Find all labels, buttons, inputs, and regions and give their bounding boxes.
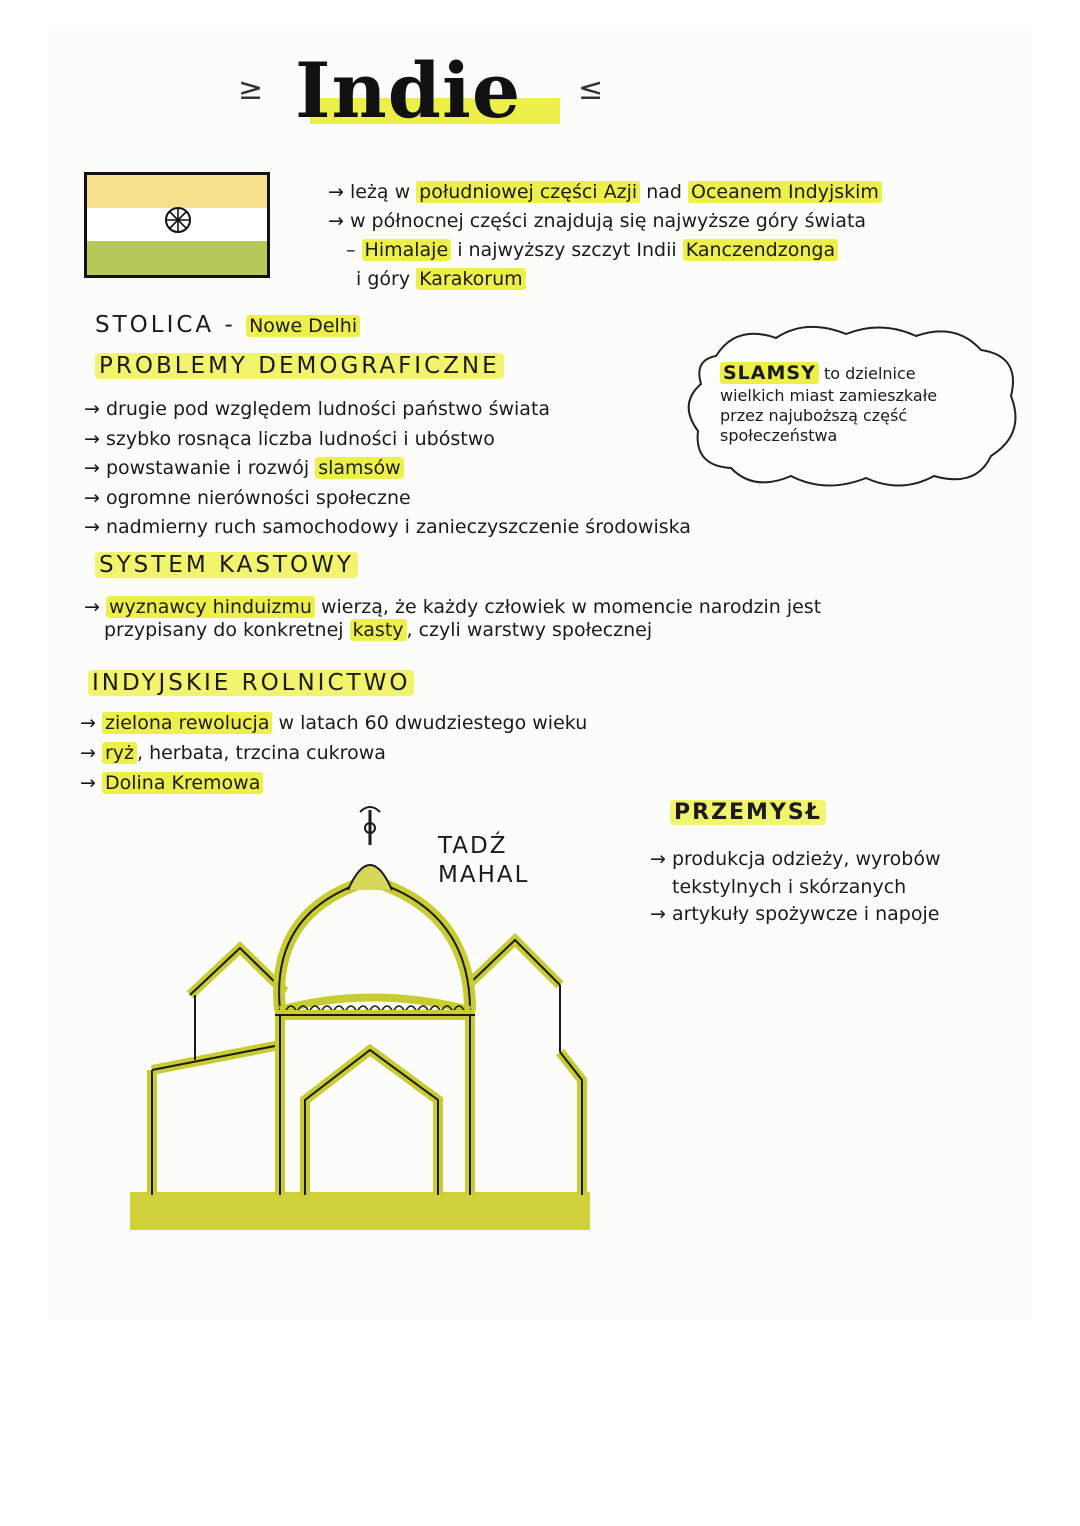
arrow-icon: → [84, 516, 106, 538]
list-item [328, 265, 882, 294]
title-spark-right-icon: ≤ [578, 72, 604, 107]
highlighted-term: Himalaje [362, 239, 452, 261]
industry-heading-text: PRZEMYSŁ [670, 800, 826, 825]
arrow-icon: → [80, 772, 102, 794]
arrow-icon: → [328, 210, 350, 232]
note-text: nadmierny ruch samochodowy i zanieczyszczenie środowiska [105, 516, 691, 538]
highlighted-term: południowej części Azji [416, 181, 640, 203]
agriculture-heading-text: INDYJSKIE ROLNICTWO [88, 670, 414, 696]
slums-line-4: społeczeństwa [720, 425, 838, 445]
slums-line-3: przez najuboższą część [720, 405, 908, 425]
industry-item-1-line-1: produkcja odzieży, wyrobów [671, 848, 941, 870]
list-item [84, 513, 691, 543]
highlighted-term: wyznawcy hinduizmu [106, 596, 315, 618]
arrow-icon: → [80, 712, 102, 734]
ashoka-chakra-icon [164, 206, 192, 234]
india-flag [84, 172, 270, 278]
industry-item-cont [650, 874, 941, 902]
highlighted-term: zielona rewolucja [102, 712, 273, 734]
caste-heading [95, 552, 358, 578]
taj-mahal-label [438, 832, 529, 890]
intro-notes [328, 178, 882, 294]
arrow-icon: → [84, 457, 106, 479]
arrow-icon: → [328, 181, 350, 203]
demography-heading [95, 353, 504, 379]
slums-line-1: to dzielnice [823, 364, 916, 383]
note-text: , czyli warstwy społecznej [406, 618, 653, 641]
demography-list [84, 395, 691, 543]
industry-heading [670, 800, 826, 825]
note-text: leżą w [349, 181, 417, 203]
slums-line-2: wielkich miast zamieszkałe [720, 385, 938, 405]
industry-item: → artykuły spożywcze i napoje [650, 903, 940, 926]
agriculture-heading [88, 670, 414, 696]
list-item [328, 207, 882, 236]
taj-label-line-2: MAHAL [438, 861, 530, 888]
note-text: szybko rosnąca liczba ludności i ubóstwo [105, 427, 495, 450]
note-text: i góry [356, 268, 417, 290]
slums-term: SLAMSY [720, 362, 819, 384]
arrow-icon: – [346, 239, 362, 261]
list-item [84, 395, 691, 425]
slums-definition [720, 362, 937, 446]
note-text: w północnej części znajdują się najwyższe góry świata [349, 210, 867, 232]
capital-line [95, 312, 360, 338]
list-item [328, 178, 882, 207]
highlighted-term: ryż [102, 742, 137, 764]
highlighted-term: Kanczendzonga [683, 239, 838, 261]
note-text: wierzą, że każdy człowiek w momencie narodzin jest [314, 596, 822, 618]
caste-line-2 [84, 619, 821, 642]
highlighted-term: Dolina Kremowa [102, 772, 263, 794]
note-text: w latach 60 dwudziestego wieku [272, 712, 588, 734]
highlighted-term: Oceanem Indyjskim [688, 181, 882, 203]
caste-line-1 [84, 596, 821, 619]
list-item [80, 708, 587, 738]
industry-item: → produkcja odzieży, wyrobów [650, 848, 941, 870]
highlighted-term: slamsów [315, 457, 403, 479]
agriculture-list [80, 708, 587, 798]
capital-label: STOLICA - [95, 312, 236, 338]
taj-label-line-1: TADŹ [438, 833, 508, 859]
highlighted-term: kasty [350, 619, 407, 641]
arrow-icon: → [84, 486, 106, 509]
note-text: , herbata, trzcina cukrowa [137, 742, 386, 764]
industry-item-1-line-2: tekstylnych i skórzanych [672, 875, 907, 898]
arrow-icon: → [84, 398, 106, 420]
page-title: Indie [295, 46, 522, 135]
industry-list [650, 846, 941, 929]
caste-heading-text: SYSTEM KASTOWY [95, 552, 358, 578]
note-text: i najwyższy szczyt Indii [451, 239, 683, 261]
arrow-icon: → [84, 427, 106, 450]
list-item [84, 425, 691, 455]
flag-saffron-stripe [87, 175, 267, 208]
list-item [84, 484, 691, 514]
capital-value: Nowe Delhi [246, 315, 360, 337]
caste-text [84, 596, 821, 642]
note-text: przypisany do konkretnej [104, 618, 350, 641]
note-text: drugie pod względem ludności państwo świata [105, 398, 551, 420]
highlighted-term: Karakorum [416, 268, 526, 290]
title-spark-left-icon: ≥ [238, 72, 264, 107]
arrow-icon: → [84, 596, 106, 618]
list-item [80, 738, 587, 768]
arrow-icon: → [80, 742, 102, 764]
list-item [84, 454, 691, 484]
note-text: nad [640, 181, 688, 203]
industry-item-2-line-1: artykuły spożywcze i napoje [671, 903, 940, 926]
demography-heading-text: PROBLEMY DEMOGRAFICZNE [95, 353, 504, 379]
note-text: ogromne nierówności społeczne [105, 486, 411, 509]
flag-green-stripe [87, 241, 267, 275]
note-text: powstawanie i rozwój [105, 457, 316, 479]
list-item [328, 236, 882, 265]
list-item [80, 768, 587, 798]
